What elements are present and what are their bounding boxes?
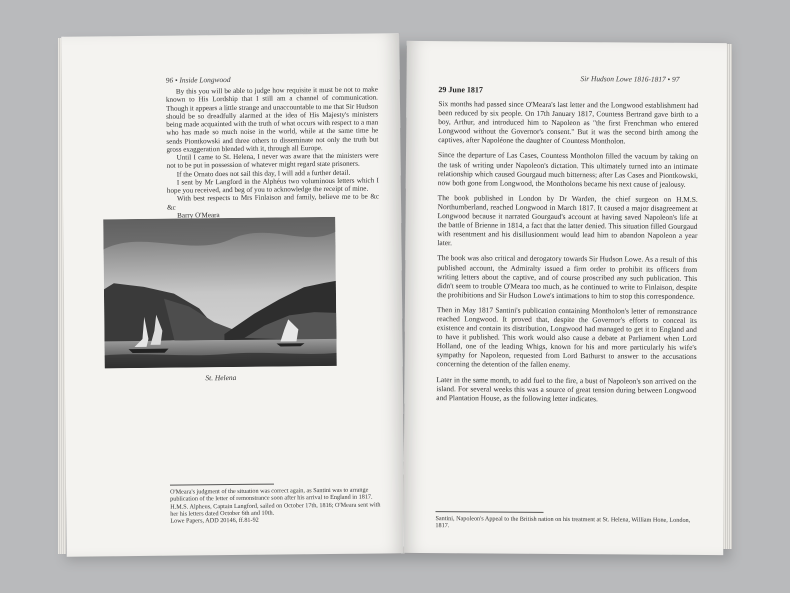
- right-para-2: Since the departure of Las Cases, Countess Montholon filled the vacuum by taking on the task of writing under Napoleon's dictation. This ultimately turned into an intimate relationship which caused Gourgaud much bitterness; after Las Cases and Piontkowski, now both gone from Longwood, the Montholons became his next cause of jealousy.: [437, 150, 699, 189]
- right-para-1: Six months had passed since O'Meara's last letter and the Longwood establishment had been reduced by six people. On 17th January 1817, Countess Bertrand gave birth to a boy, Arthur, and introduced him to Napoleon as "the first Frenchman who entered Longwood without the Governor's consent." But it was the second birth among the captives, after Napoléone the daughter of Countess Montholon.: [438, 99, 699, 146]
- left-letter-text: [166, 85, 379, 219]
- right-para-4: The book was also critical and derogatory towards Sir Hudson Lowe. As a result of this published account, the Admiralty issued a firm order to prohibit its officers from writing letters about the captive, and of course proscribed any such publication. This didn't seem to trouble O'Meara too much, as he continued to write to Finlaison, despite the prohibitions and Sir Hudson Lowe's intimations to him to stop this correspondence.: [436, 253, 698, 301]
- right-para-5: Then in May 1817 Santini's publication containing Montholon's letter of remonstrance reached Longwood. It proved that, despite the Governor's efforts to conceal its existence and contain its distribution, Longwood had managed to get it to England and to have it published. This work would also cause a debate at Parliament when Lord Holland, one of the leading Whigs, known for his and more particularly his wife's sympathy for Napoleon, requested from Lord Bathurst to answer to the accusations concerning the detention of the fallen enemy.: [436, 304, 697, 370]
- left-para-2: Until I came to St. Helena, I never was aware that the ministers were not to be put in possession of whatever might regard state prisoners.: [166, 151, 379, 170]
- left-page: [61, 33, 404, 557]
- letter-date-heading: 29 June 1817: [438, 85, 483, 95]
- left-signature: Barry O'Meara: [177, 210, 220, 220]
- left-footnote-1: O'Meara's judgment of the situation was correct again, as Santini was to arrange publication of the letter of remonstrance soon after his arrival to England in 1817.: [170, 486, 373, 503]
- right-para-6: Later in the same month, to add fuel to the fire, a bust of Napoleon's son arrived on the island. For several weeks this was a source of great tension during between Longwood and Plantation House, as the following letter indicates.: [436, 374, 697, 403]
- st-helena-illustration: [103, 217, 337, 368]
- right-body-text: [436, 99, 698, 410]
- illustration-caption: St. Helena: [205, 372, 237, 383]
- right-page: [403, 41, 727, 555]
- left-para-3: If the Ornato does not sail this day, I will add a further detail.: [176, 168, 351, 179]
- left-running-head: 96 • Inside Longwood: [165, 75, 231, 85]
- right-footnote: Santini, Napoleon's Appeal to the British nation on his treatment at St. Helena, William Hone, London, 1817.: [435, 515, 691, 530]
- open-book: [62, 30, 734, 562]
- right-para-3: The book published in London by Dr Warden, the chief surgeon on H.M.S. Northumberland, reached Longwood in March 1817. It caused a major disagreement at Longwood because it narrated Gourgaud's account at having saved Napoleon's life at the battle of Brienne in 1814, a fact that the latter denied. This situation filled Gourgaud with resentment and his disillusionment would lead him to abandon Napoleon a year later.: [437, 192, 698, 248]
- left-para-4: I sent by Mr Langford in the Alphéus two voluminous letters which I hope you received, and beg of you to acknowledge the receipt of mine.: [166, 176, 379, 195]
- left-footnotes: [170, 486, 382, 525]
- left-para-1: By this you will be able to judge how requisite it must be not to make known to His Lordship that I still am a channel of communication. Though it appears a little strange and unaccountable to me that Sir Hudson should be so dreadfully alarmed at the idea of His Majesty's ministers being made acquainted with the truth of what occurs with respect to a man who has made so much noise in the world, while at the same time he sends Piontkowski and three others to disseminate not only the truth but gross exaggeration blended with it, through all Europe.: [165, 85, 379, 154]
- right-footnote-rule: [436, 511, 544, 513]
- left-para-5: With best respects to Mrs Finlaison and family, believe me to be &c &c: [167, 192, 380, 212]
- right-running-head: Sir Hudson Lowe 1816-1817 • 97: [580, 74, 680, 84]
- left-footnote-rule: [170, 484, 274, 486]
- left-footnote-3: Lowe Papers, ADD 20146, ff.81-92: [170, 516, 259, 525]
- left-footnote-2: H.M.S. Alpheus, Captain Langford, sailed on October 17th, 1816; O'Meara sent with her his letters dated October 6th and 10th.: [170, 501, 381, 518]
- st-helena-engraving: [103, 217, 337, 368]
